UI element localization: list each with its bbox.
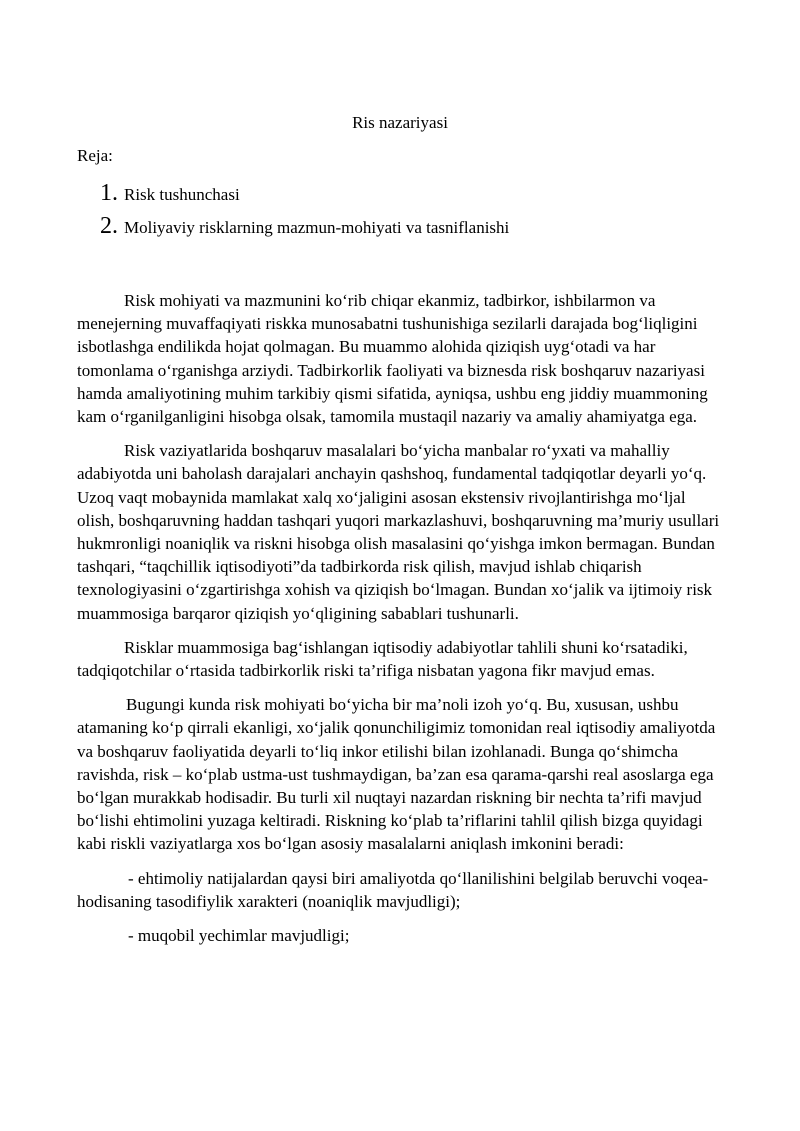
list-item-paragraph: - muqobil yechimlar mavjudligi; (128, 926, 350, 946)
body-paragraph: Risk mohiyati va mazmunini ko‘rib chiqar ekanmiz, tadbirkor, ishbilarmon va menejerning muvaffaqiyati riskka munosabatni tushunishiga sezilarli darajada bog‘liqligini isbotlashga endilikda hojat qolmagan. Bu muammo alohida qiziqish uyg‘otadi va har tomonlama o‘rganishga arziydi. Tadbirkorlik faoliyati va biznesda risk boshqaruv nazariyasi hamda amaliyotining muhim tarkibiy qismi sifatida, ayniqsa, ushbu eng jiddiy muammoning kam o‘rganilganligini hisobga olsak, tamomila mustaqil nazariy va amaliy ahamiyatga ega. (77, 291, 708, 427)
plan-item (100, 213, 509, 246)
plan-list (100, 180, 509, 246)
document-body (77, 289, 727, 958)
body-paragraph: Risklar muammosiga bag‘ishlangan iqtisodiy adabiyotlar tahlili shuni ko‘rsatadiki, tadqiqotchilar o‘rtasida tadbirkorlik riski ta’rifiga nisbatan yagona fikr mavjud emas. (77, 637, 688, 681)
plan-item-text: Risk tushunchasi (124, 185, 240, 204)
plan-item (100, 180, 509, 213)
list-item-paragraph: - ehtimoliy natijalardan qaysi biri amaliyotda qo‘llanilishini belgilab beruvchi voqea-hodisaning tasodifiylik xarakteri (noaniqlik mavjudligi); (77, 868, 709, 911)
document-title: Ris nazariyasi (352, 113, 448, 132)
plan-item-number: 2. (100, 213, 118, 239)
body-paragraph: Risk vaziyatlarida boshqaruv masalalari bo‘yicha manbalar ro‘yxati va mahalliy adabiyotda uni baholash darajalari anchayin qashshoq, fundamental tadqiqotlar deyarli yo‘q. Uzoq vaqt mobaynida mamlakat xalq xo‘jaligini asosan ekstensiv rivojlantirishga mo‘ljal olish, boshqaruvning haddan tashqari yuqori markazlashuvi, boshqaruvning ma’muriy usullari hukmronligi noaniqlik va riskni hisobga olish masalasini qo‘yishga imkon bermagan. Bundan tashqari, “taqchillik iqtisodiyoti”da tadbirkorda risk qilish, mavjud ishlab chiqarish texnologiyasini o‘zgartirishga xohish va qiziqish bo‘lmagan. Bundan xo‘jalik va ijtimoiy risk muammosiga barqaror qiziqish yo‘qligining sabablari tushunarli. (77, 441, 720, 623)
plan-item-text: Moliyaviy risklarning mazmun-mohiyati va tasniflanishi (124, 218, 510, 237)
body-paragraph: Bugungi kunda risk mohiyati bo‘yicha bir ma’noli izoh yo‘q. Bu, xususan, ushbu atamaning ko‘p qirrali ekanligi, xo‘jalik qonunchiligimiz tomonidan real iqtisodiy amaliyotda va boshqaruv faoliyatida deyarli to‘liq inkor etilishi bilan izohlanadi. Bunga qo‘shimcha ravishda, risk – ko‘plab ustma-ust tushmaydigan, ba’zan esa qarama-qarshi real asoslarga ega bo‘lgan murakkab hodisadir. Bu turli xil nuqtayi nazardan riskning bir nechta ta’rifi mavjud bo‘lishi ehtimolini yuzaga keltiradi. Riskning ko‘plab ta’riflarini tahlil qilish bizga quyidagi kabi riskli vaziyatlarga xos bo‘lgan asosiy masalalarni aniqlash imkonini beradi: (77, 695, 716, 854)
plan-item-number: 1. (100, 180, 118, 206)
plan-label: Reja: (77, 146, 113, 165)
